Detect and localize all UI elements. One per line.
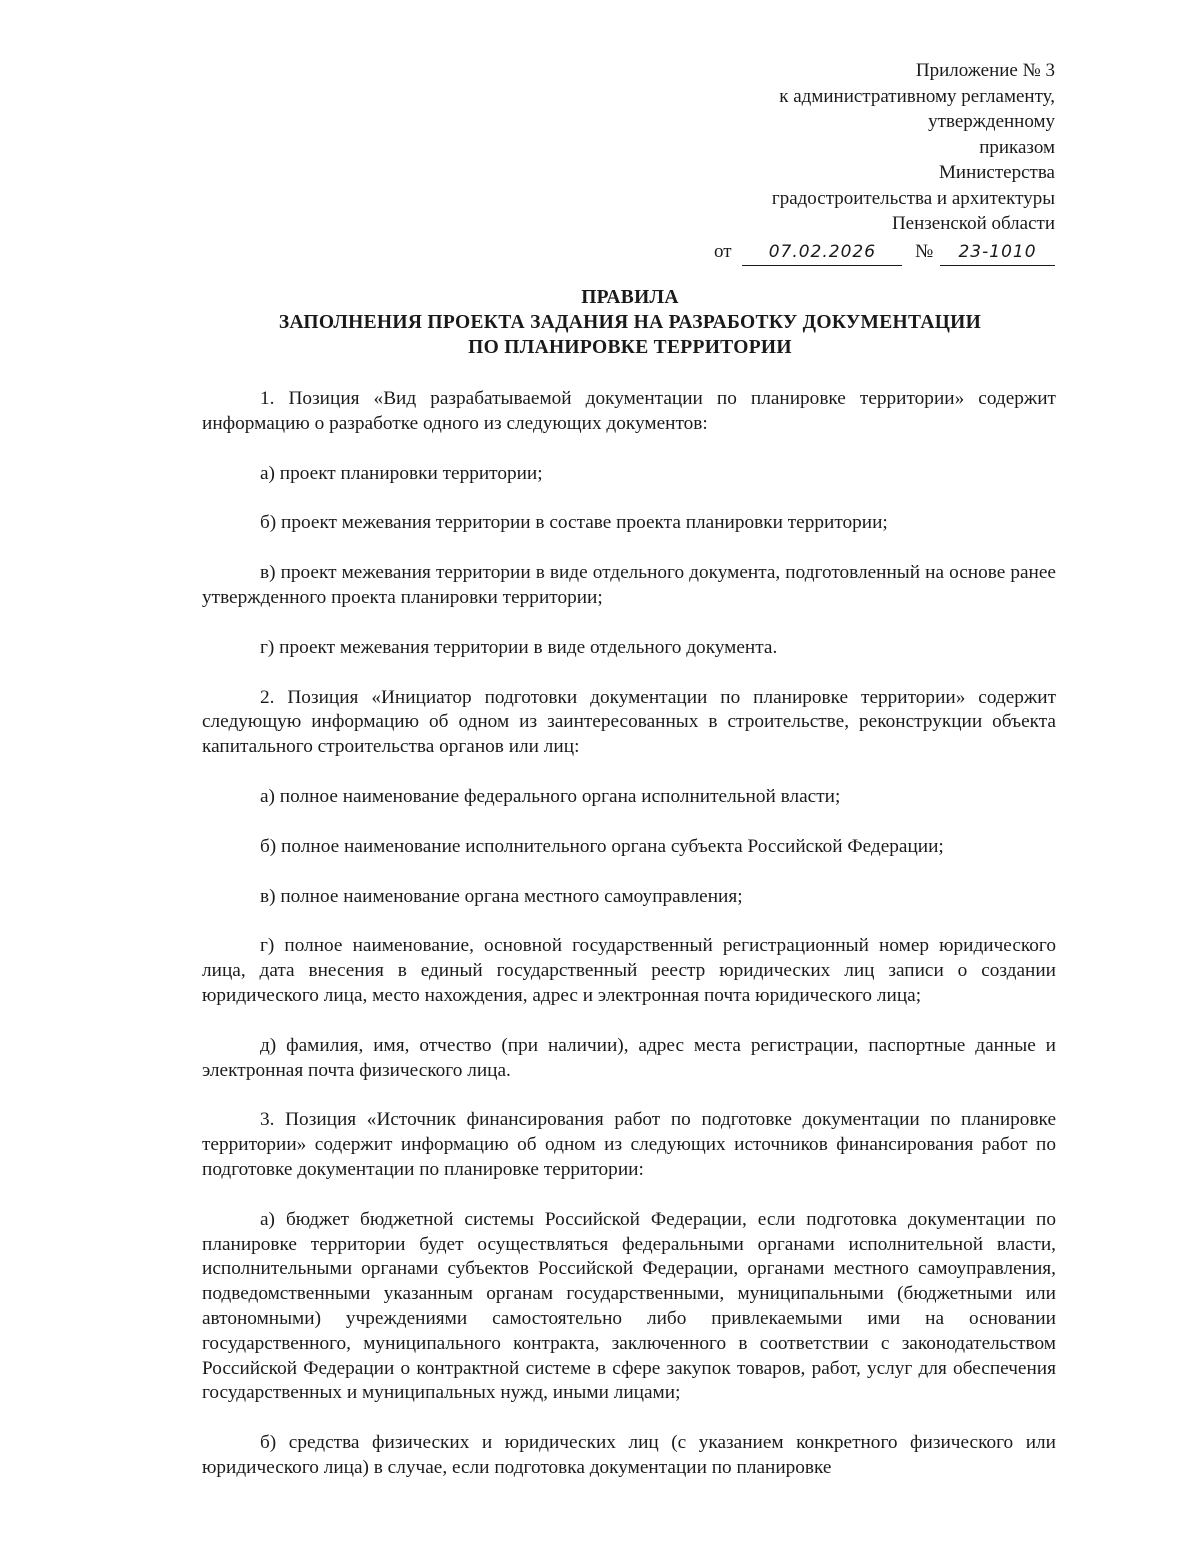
- paragraph: г) полное наименование, основной государственный регистрационный номер юридического лица, дата внесения в единый государственный реестр юридических лиц записи о создании юридического лица, место нахождения, адрес и электронная почта юридического лица;: [202, 935, 1056, 1006]
- paragraph: г) проект межевания территории в виде отдельного документа.: [260, 636, 778, 658]
- paragraph: а) проект планировки территории;: [260, 462, 543, 484]
- number-label: №: [915, 240, 934, 262]
- title-line: ПО ПЛАНИРОВКЕ ТЕРРИТОРИИ: [468, 337, 792, 358]
- paragraph: а) полное наименование федерального органа исполнительной власти;: [260, 785, 841, 807]
- annex-line: к административному регламенту,: [779, 85, 1055, 107]
- document-body: [202, 387, 1056, 1506]
- annex-date-line: [714, 239, 1055, 267]
- paragraph: в) полное наименование органа местного самоуправления;: [260, 885, 743, 907]
- paragraph: 1. Позиция «Вид разрабатываемой документации по планировке территории» содержит информацию о разработке одного из следующих документов:: [202, 388, 1056, 434]
- annex-line: Пензенской области: [891, 213, 1055, 234]
- from-label: от: [714, 240, 732, 262]
- order-number: 23-1010: [940, 240, 1055, 267]
- annex-line: утвержденному: [928, 111, 1055, 132]
- paragraph: д) фамилия, имя, отчество (при наличии), адрес места регистрации, паспортные данные и электронная почта физического лица.: [202, 1034, 1056, 1081]
- paragraph: 2. Позиция «Инициатор подготовки документации по планировке территории» содержит следующую информацию об одном из заинтересованных в строительстве, реконструкции объекта капитального строительства органов или лиц:: [202, 686, 1056, 758]
- order-date: 07.02.2026: [742, 240, 902, 267]
- paragraph: в) проект межевания территории в виде отдельного документа, подготовленный на основе ранее утвержденного проекта планировки территории;: [202, 562, 1056, 608]
- paragraph: б) средства физических и юридических лиц (с указанием конкретного физического или юридического лица) в случае, если подготовка документации по планировке: [202, 1432, 1056, 1478]
- document-title: [150, 285, 1110, 360]
- annex-line: градостроительства и архитектуры: [771, 187, 1055, 209]
- paragraph: 3. Позиция «Источник финансирования работ по подготовке документации по планировке территории» содержит информацию об одном из следующих источников финансирования работ по подготовке документации по планировке территории:: [202, 1109, 1056, 1180]
- annex-header: [714, 58, 1055, 266]
- annex-line: приказом: [979, 136, 1055, 158]
- paragraph: а) бюджет бюджетной системы Российской Федерации, если подготовка документации по планировке территории будет осуществляться федеральными органами исполнительной власти, исполнительными органами субъектов Российской Федерации, органами местного самоуправления, подведомственными указанным органам государственными, муниципальными (бюджетными или автономными) учреждениями самостоятельно либо привлекаемыми ими на основании государственного, муниципального контракта, заключенного в соответствии с законодательством Российской Федерации о контрактной системе в сфере закупок товаров, работ, услуг для обеспечения государственных и муниципальных нужд, иными лицами;: [202, 1208, 1056, 1404]
- paragraph: б) полное наименование исполнительного органа субъекта Российской Федерации;: [260, 835, 944, 857]
- title-line: ПРАВИЛА: [581, 287, 679, 308]
- annex-line: Приложение № 3: [915, 60, 1055, 81]
- annex-line: Министерства: [939, 162, 1055, 183]
- title-line: ЗАПОЛНЕНИЯ ПРОЕКТА ЗАДАНИЯ НА РАЗРАБОТКУ ДОКУМЕНТАЦИИ: [278, 312, 982, 333]
- paragraph: б) проект межевания территории в составе проекта планировки территории;: [260, 512, 888, 534]
